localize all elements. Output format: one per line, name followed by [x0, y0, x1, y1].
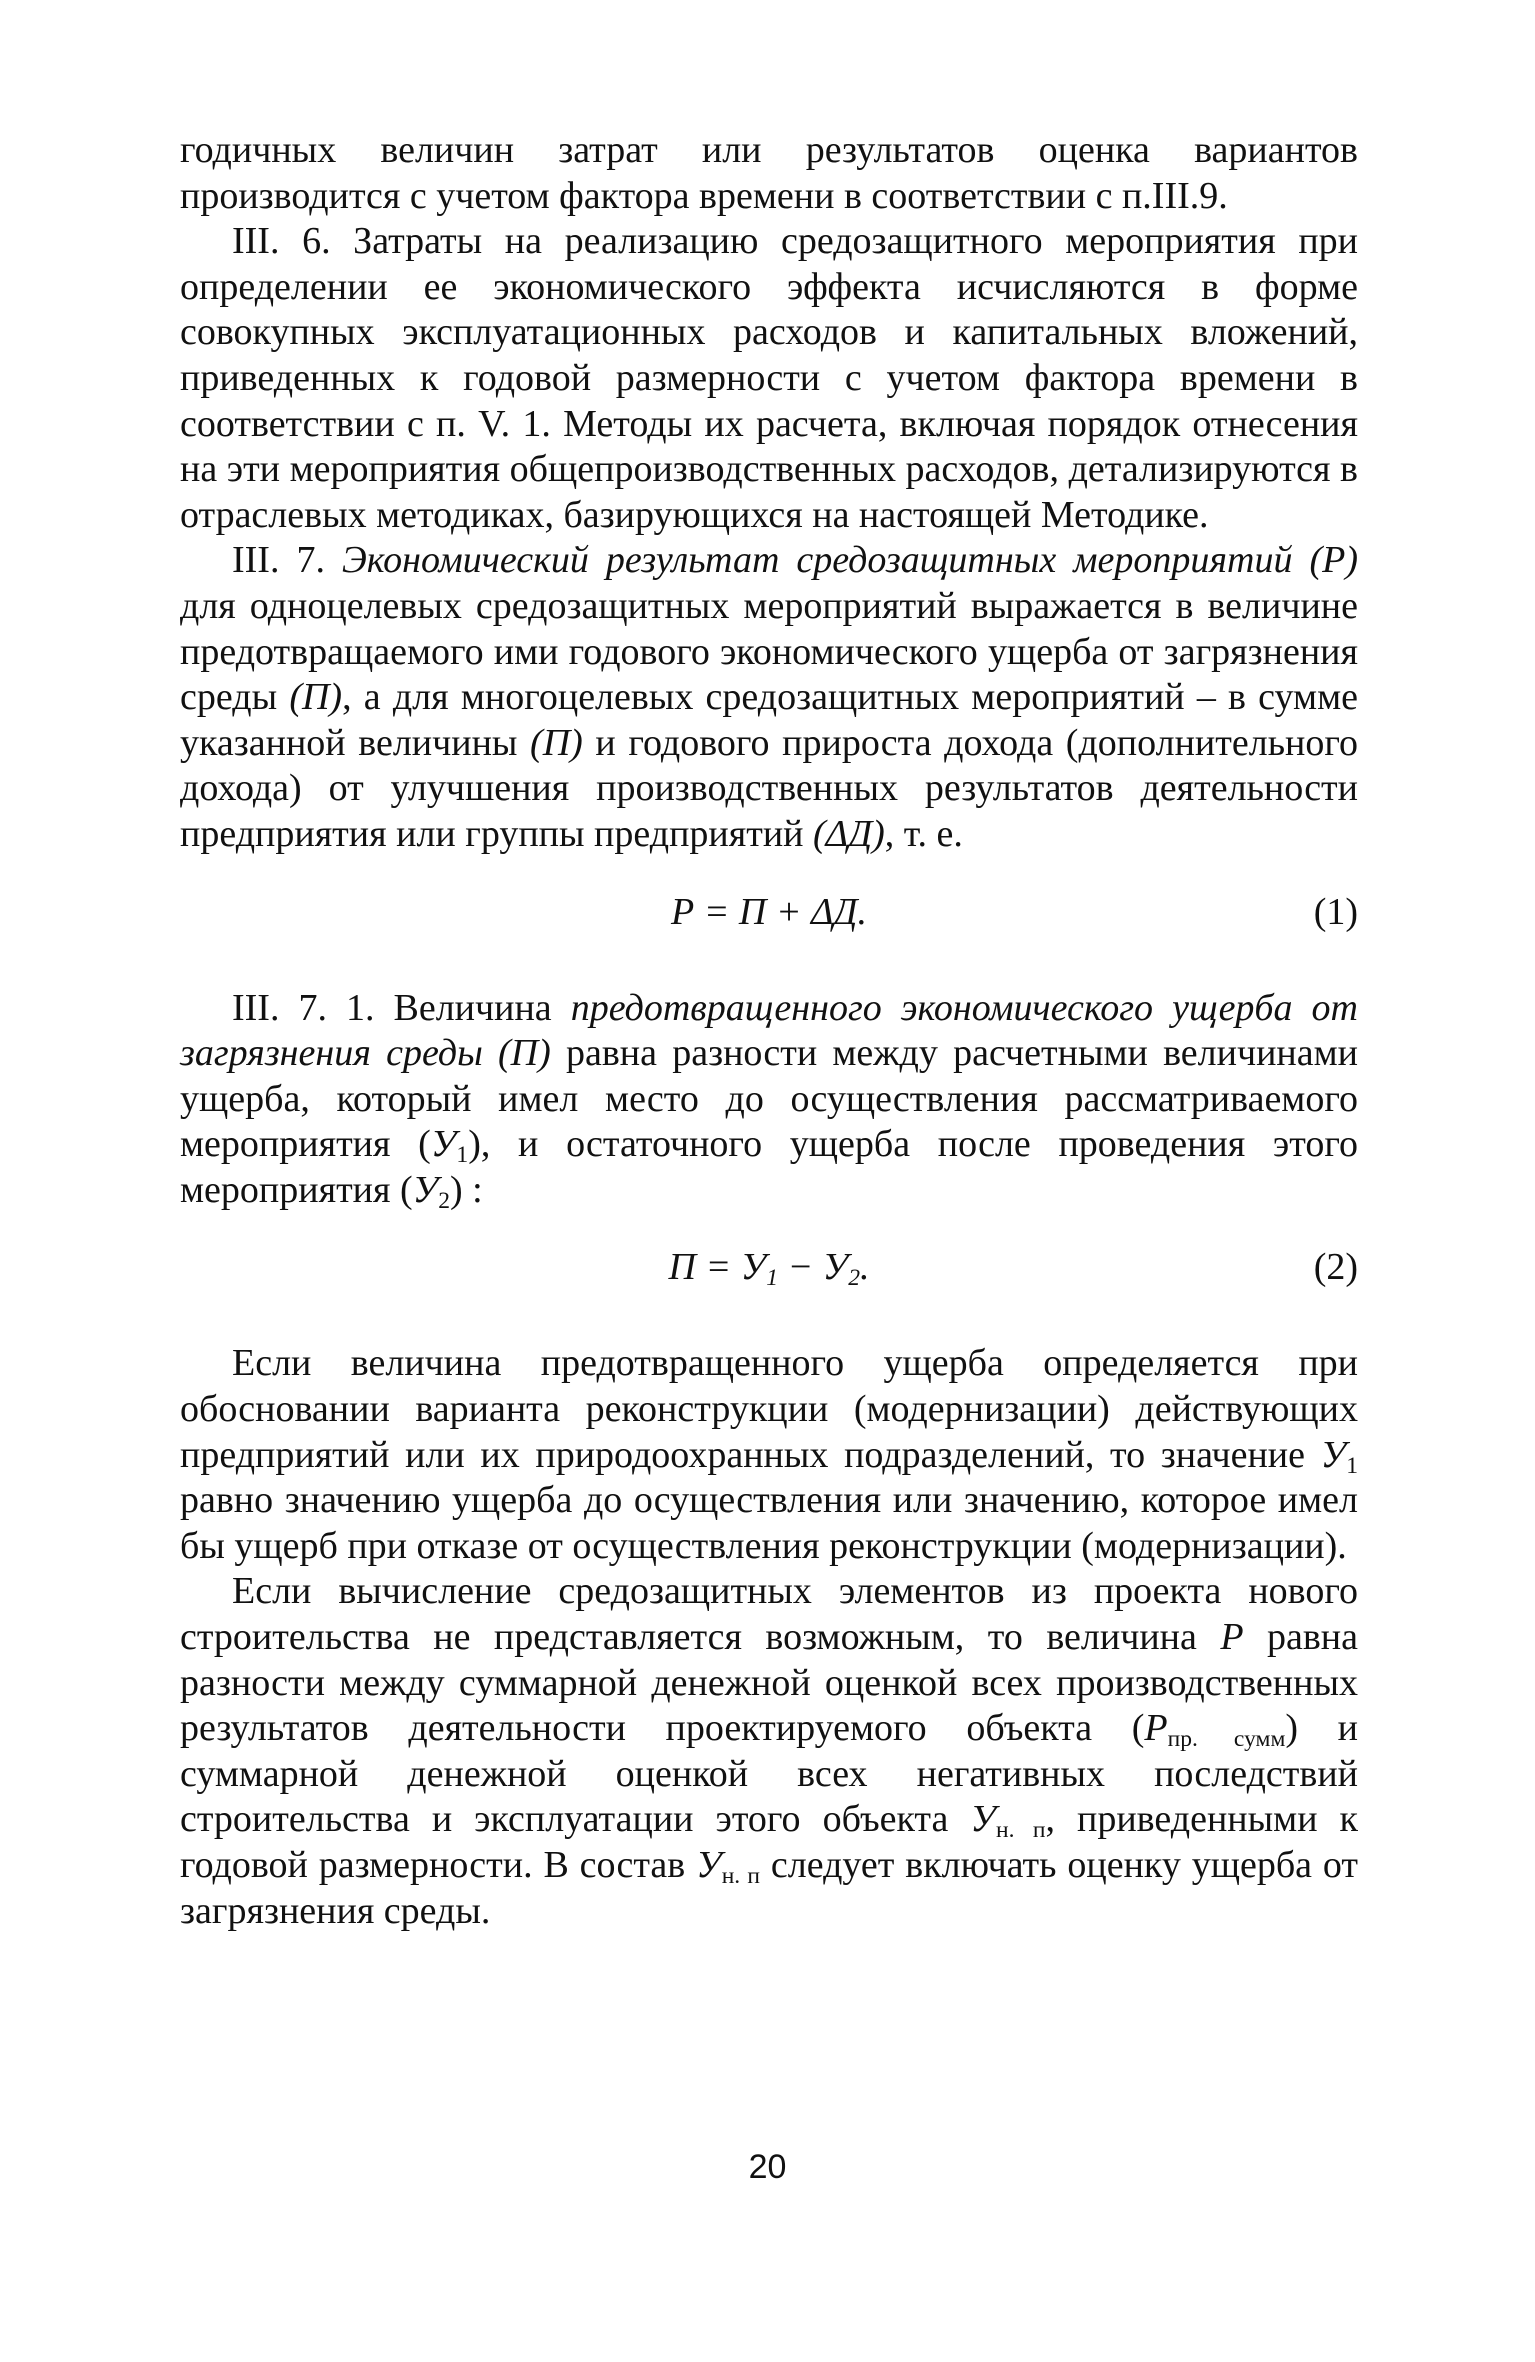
paragraph-new-construction: Если вычисление средозащитных элементов из проекта нового строительства не представляется возможным, то величина Р равна разности между суммарной денежной оценкой всех производственных результатов деятельности проектируемого объекта $(Р_{пр. сумм})$ и суммарной денежной оценкой всех негативных последствий строительства и эксплуатации этого объекта $У_{н. п}$, приведенными к годовой размерности. В состав $У_{н. п}$ следует включать оценку ущерба от загрязнения среды. — [180, 1570, 1358, 1932]
formula-2-expression: $П = У_1 - У_2$. — [668, 1246, 870, 1292]
formula-2-number: (2) — [1313, 1246, 1358, 1289]
formula-1 — [180, 890, 1358, 936]
paragraph-reconstruction: Если величина предотвращенного ущерба определяется при обосновании варианта реконструкции (модернизации) действующих предприятий или их природоохранных подразделений, то значение $У_1$ равно значению ущерба до осуществления или значению, которое имел бы ущерб при отказе от осуществления реконструкции (модернизации). — [180, 1342, 1358, 1567]
page-number: 20 — [748, 2148, 787, 2186]
paragraph-iii-6: III. 6. Затраты на реализацию средозащитного мероприятия при определении ее экономического эффекта исчисляются в форме совокупных эксплуатационных расходов и капитальных вложений, приведенных к годовой размерности с учетом фактора времени в соответствии с п. V. 1. Методы их расчета, включая порядок отнесения на эти мероприятия общепроизводственных расходов, детализируются в отраслевых методиках, базирующихся на настоящей Методике. — [180, 220, 1358, 536]
paragraph-continuation: годичных величин затрат или результатов оценка вариантов производится с учетом фактора времени в соответствии с п.III.9. — [180, 129, 1358, 217]
formula-1-number: (1) — [1313, 890, 1358, 933]
paragraph-iii-7: III. 7. Экономический результат средозащитных мероприятий (Р) для одноцелевых средозащитных мероприятий выражается в величине предотвращаемого ими годового экономического ущерба от загрязнения среды (П), а для многоцелевых средозащитных мероприятий – в сумме указанной величины (П) и годового прироста дохода (дополнительного дохода) от улучшения производственных результатов деятельности предприятия или группы предприятий (ΔД), т. е. — [180, 539, 1359, 855]
formula-2 — [180, 1245, 1358, 1291]
term-prevented-damage: предотвращенного экономического ущерба от загрязнения среды (П) — [180, 986, 1359, 1075]
term-economic-result: Экономический результат средозащитных мероприятий (Р) — [341, 539, 1358, 582]
paragraph-iii-7-1: III. 7. 1. Величина предотвращенного экономического ущерба от загрязнения среды (П) равна разности между расчетными величинами ущерба, который имел место до осуществления рассматриваемого мероприятия $(У_1)$, и остаточного ущерба после проведения этого мероприятия $(У_2)$ : — [180, 986, 1359, 1214]
formula-1-expression: Р = П + ΔД. — [671, 890, 867, 933]
body-text — [180, 128, 1358, 1934]
